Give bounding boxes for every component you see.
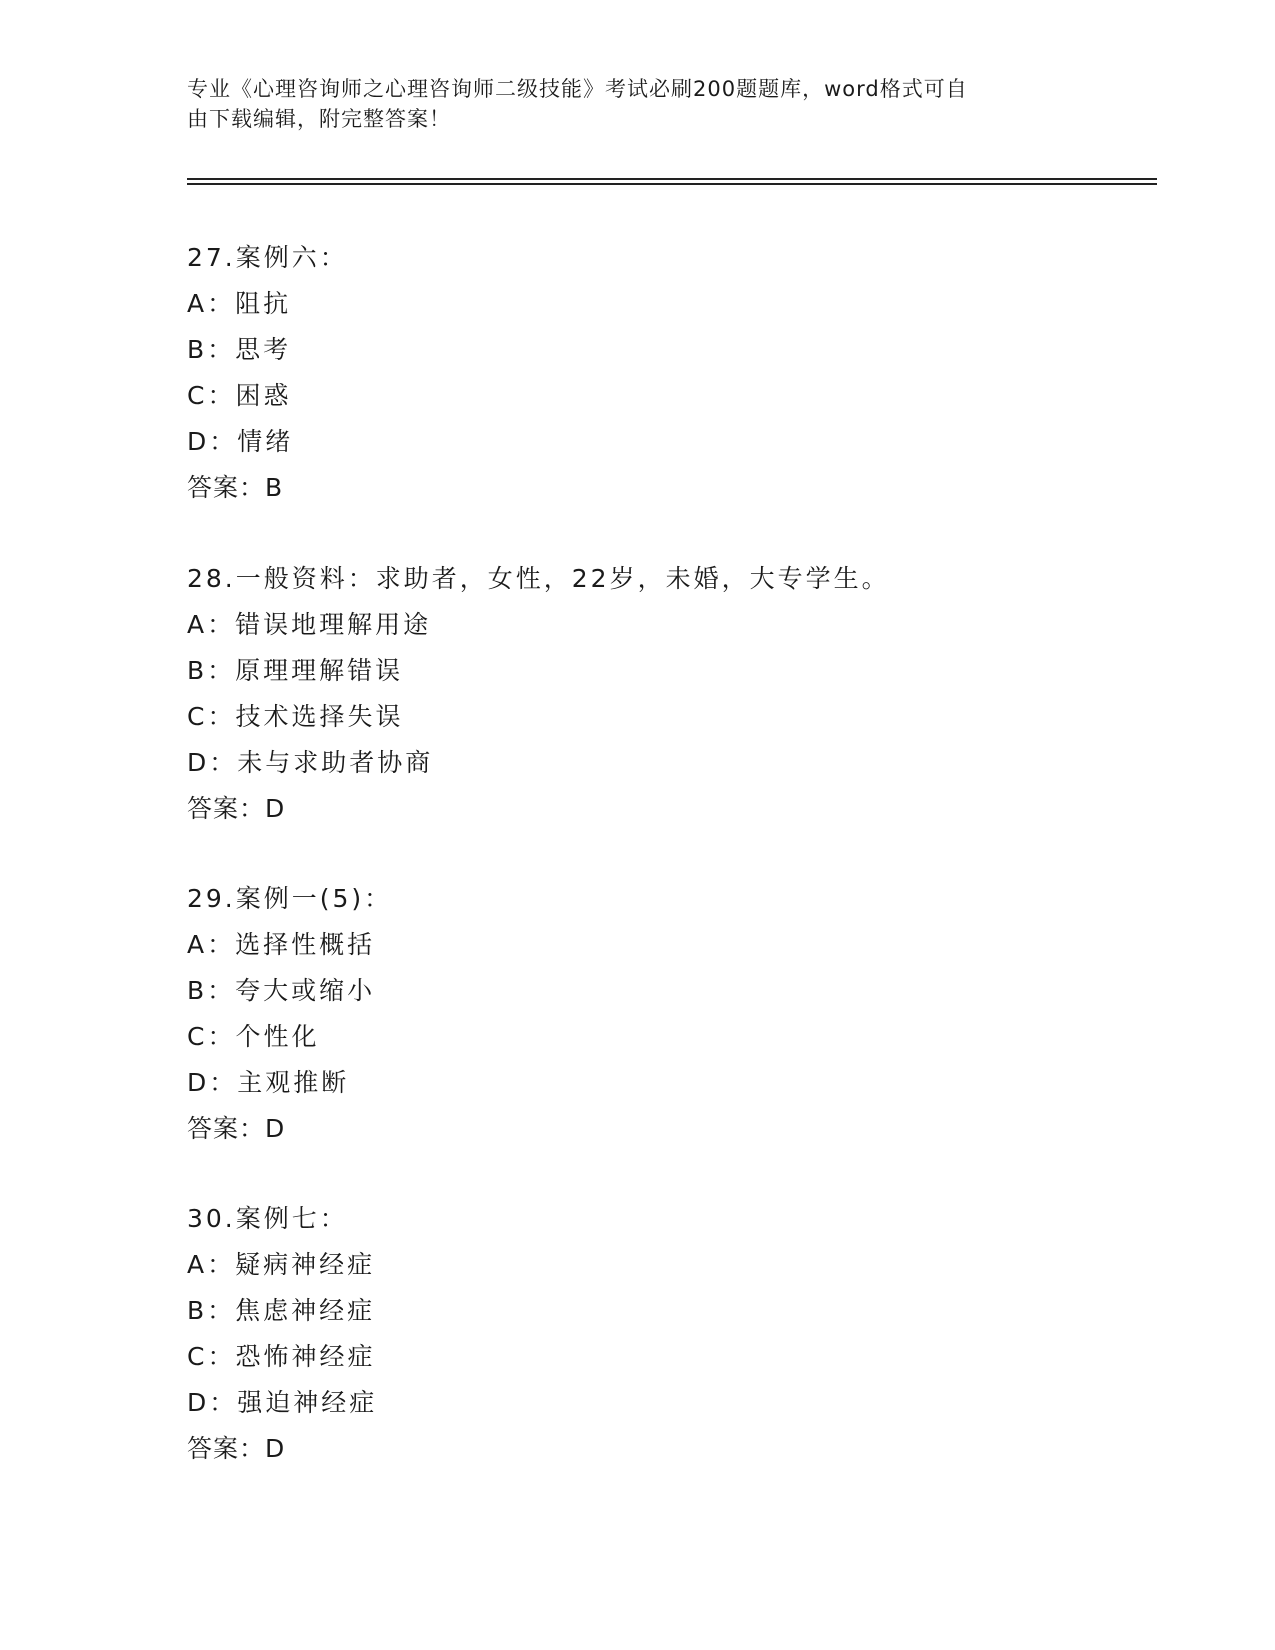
option-a: A：选择性概括 (187, 930, 376, 959)
answer-line: 答案：D (187, 1434, 286, 1463)
header-divider-top (187, 178, 1157, 180)
option-c: C：个性化 (187, 1022, 320, 1051)
option-d: D：情绪 (187, 427, 294, 456)
question-30 (187, 1196, 1137, 1472)
question-29 (187, 876, 1137, 1152)
option-c: C：困惑 (187, 381, 292, 410)
option-b: B：焦虑神经症 (187, 1296, 376, 1325)
question-stem: 29.案例一(5)： (187, 884, 393, 913)
answer-line: 答案：D (187, 794, 286, 823)
document-header (187, 74, 1077, 134)
option-d: D：未与求助者协商 (187, 748, 434, 777)
option-b: B：夸大或缩小 (187, 976, 376, 1005)
answer-line: 答案：B (187, 473, 284, 502)
header-line-1: 专业《心理咨询师之心理咨询师二级技能》考试必刷200题题库，word格式可自 (187, 77, 968, 101)
question-27 (187, 235, 1137, 511)
question-stem: 28.一般资料：求助者，女性，22岁，未婚，大专学生。 (187, 564, 890, 593)
option-a: A：疑病神经症 (187, 1250, 376, 1279)
header-line-2: 由下载编辑，附完整答案！ (187, 107, 451, 131)
option-c: C：恐怖神经症 (187, 1342, 376, 1371)
option-a: A：阻抗 (187, 289, 292, 318)
option-a: A：错误地理解用途 (187, 610, 432, 639)
option-b: B：思考 (187, 335, 292, 364)
option-d: D：强迫神经症 (187, 1388, 378, 1417)
question-28 (187, 556, 1137, 832)
question-stem: 27.案例六： (187, 243, 348, 272)
option-b: B：原理理解错误 (187, 656, 404, 685)
option-c: C：技术选择失误 (187, 702, 404, 731)
question-stem: 30.案例七： (187, 1204, 348, 1233)
answer-line: 答案：D (187, 1114, 286, 1143)
option-d: D：主观推断 (187, 1068, 350, 1097)
header-divider-bottom (187, 183, 1157, 185)
